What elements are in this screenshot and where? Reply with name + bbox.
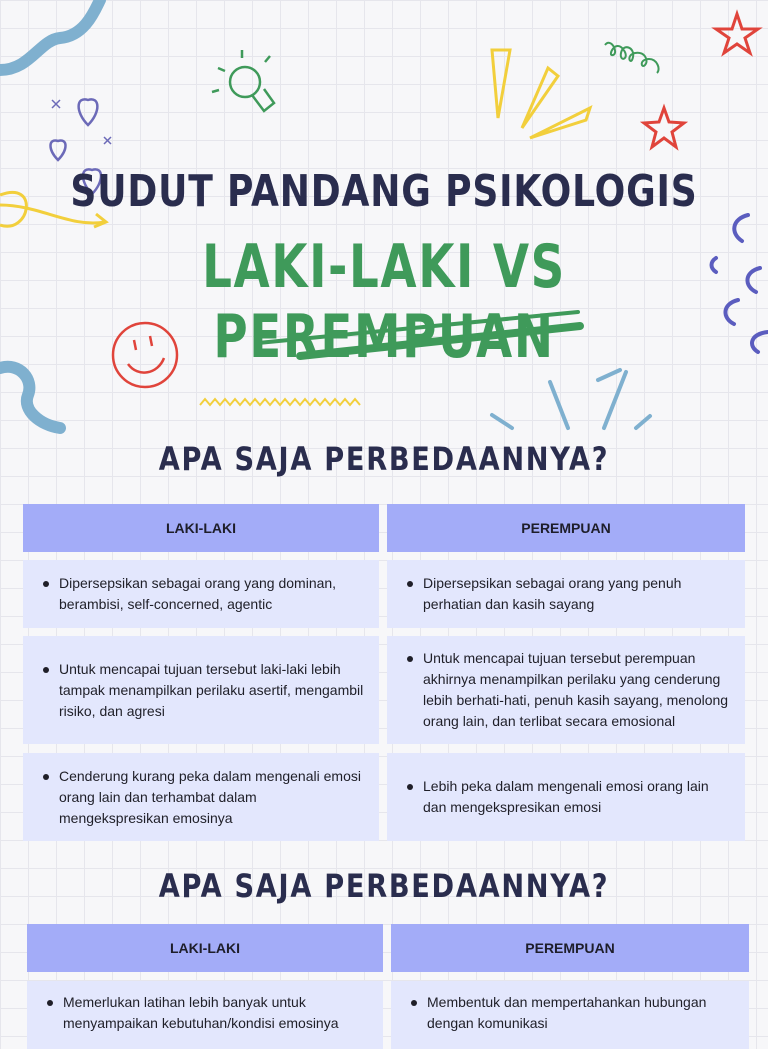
bullet-icon [43, 667, 49, 673]
lightbulb-icon [212, 50, 274, 111]
section-2-heading: APA SAJA PERBEDAANNYA? [58, 867, 711, 905]
bullet-icon [43, 581, 49, 587]
bullet-icon [47, 1000, 53, 1006]
bullet-icon [407, 784, 413, 790]
column-header-perempuan: PEREMPUAN [387, 504, 745, 552]
column-header-laki-laki: LAKI-LAKI [23, 504, 379, 552]
table-cell: Untuk mencapai tujuan tersebut laki-laki lebih tampak menampilkan perilaku asertif, mengambil risiko, dan agresi [23, 636, 379, 744]
squiggle-top-left [0, 0, 100, 70]
title-line-1: SUDUT PANDANG PSIKOLOGIS [69, 166, 699, 217]
bullet-icon [407, 656, 413, 662]
bracket-marks [712, 215, 768, 352]
table-cell: Dipersepsikan sebagai orang yang dominan, berambisi, self-concerned, agentic [23, 560, 379, 628]
column-header-perempuan: PEREMPUAN [391, 924, 749, 972]
yellow-zigzag [200, 399, 360, 405]
green-coil [605, 43, 659, 73]
star-icons [644, 14, 758, 147]
section-1-heading: APA SAJA PERBEDAANNYA? [58, 440, 711, 478]
squiggle-bottom-left [0, 367, 60, 428]
table-cell: Cenderung kurang peka dalam mengenali emosi orang lain dan terhambat dalam mengekspresikan emosinya [23, 753, 379, 841]
table-cell: Untuk mencapai tujuan tersebut perempuan akhirnya menampilkan perilaku yang cenderung lebih berhati-hati, penuh kasih sayang, menolong orang lain, dan terlibat secara emosional [387, 636, 745, 744]
bullet-icon [407, 581, 413, 587]
blue-rays [492, 370, 650, 428]
table-cell: Memerlukan latihan lebih banyak untuk menyampaikan kebutuhan/kondisi emosinya [27, 981, 383, 1049]
column-header-laki-laki: LAKI-LAKI [27, 924, 383, 972]
yellow-rays [492, 50, 590, 138]
table-cell: Membentuk dan mempertahankan hubungan dengan komunikasi [391, 981, 749, 1049]
bullet-icon [43, 774, 49, 780]
title-line-2: LAKI-LAKI VS PEREMPUAN [84, 232, 683, 372]
bullet-icon [411, 1000, 417, 1006]
sparkle-icons [52, 100, 111, 144]
table-cell: Dipersepsikan sebagai orang yang penuh perhatian dan kasih sayang [387, 560, 745, 628]
table-cell: Lebih peka dalam mengenali emosi orang lain dan mengekspresikan emosi [387, 753, 745, 841]
decorations [0, 0, 768, 440]
